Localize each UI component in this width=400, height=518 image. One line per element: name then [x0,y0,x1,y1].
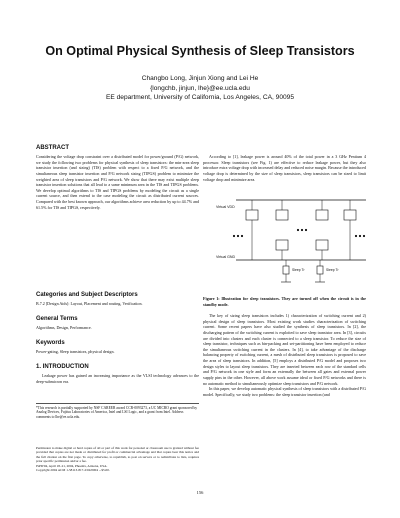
general-terms-text [36,325,199,331]
right-paragraph-1: The key of sizing sleep transistors includes 1) characterization of switching current and 2) physical design of sleep transistors. Most existing work studies characterization of switching current. Some recent papers have also studied the synthesis of sleep transistors. In [2], the discharging pattern of the switching current is exploited to save sleep transistor area. In [3], circuits are divided into clusters and each cluster is connected to a sleep transistor. To reduce the size of sleep transistor, techniques such as bin-packing and set-partitioning have been employed to reduce the simultaneous switching current in the clusters. In [4], to take advantage of the discharge balancing property of switching current, a mesh of distributed sleep transistors is proposed to save the area of sleep transistors. In addition, [5] employs a distributed P/G model and proposes two design styles to layout sleep transistors. They are inserted between each row of the standard cells and P/G network in one style and form an externally the between all gates and external power supply pins in the other. However, all above work assume ideal or fixed P/G networks and there is no automatic method to simultaneously optimize sleep transistors and P/G network. [203,313,366,386]
sleep-label: Sleep Tr [292,268,305,272]
abstract-text [36,154,199,210]
ellipsis-dot [359,235,361,237]
ellipsis-dot [301,229,303,231]
right-column-body [203,313,366,397]
gate-block [246,210,258,220]
ellipsis-dot [233,235,235,237]
introduction-paragraph: Leakage power has gained an increasing importance as the VLSI technology advances to the deep-submicron era. [36,373,199,384]
gate-block [344,210,356,220]
copyright-text: Copyright 2004 ACM 1-58113-817-2/04/0004 ...$5.00. [36,468,110,473]
categories-heading: Categories and Subject Descriptors [36,292,138,298]
permission-text: Permission to make digital or hard copies of all or part of this work for personal or classroom use is granted without fee provided that copies are not made or distributed for profit or commercial advantage and that copies bear this notice and the full citation on the first page. To copy otherwise, to republish, to post on servers or to redistribute to lists, requires prior specific permission and/or a fee. [36,446,199,464]
figure-caption: Figure 1: Illustration for sleep transistors. They are turned off when the circuit is in the standby mode. [203,296,366,307]
funding-footnote: *This research is partially supported by NSF CAREER award CCR-0093273, a UC MICRO grant sponsored by Analog Devices, Fujitsu Laboratories of America, Intel and LSI Logic, and a grant from Intel. Address comments to lhe@ee.ucla.edu. [36,403,199,420]
ellipsis-dot [241,235,243,237]
venue-text: ISPD'04, April 18–21, 2004, Phoenix, Arizona, USA. [36,463,108,468]
gate-block [276,210,288,220]
emails: {longchb, jinjun, lhe}@ee.ucla.edu [150,84,250,92]
right-intro-paragraph: According to [1], leakage power is around 40% of the total power in a 3 GHz Pentium 4 processor. Sleep transistors (see Fig. 1) are effective to reduce leakage power, but they also introduce extra voltage drop with increased delay and reduced noise margin. Because the introduced voltage drop is determined by the size of sleep transistors, sleep transistors can be sized to limit voltage drop and minimize area. [203,154,366,182]
introduction-text [36,373,199,384]
authors: Changbo Long, Jinjun Xiong and Lei He [141,75,259,82]
categories-text [36,301,199,307]
affiliation: EE department, University of California, Los Angeles, CA, 90095 [105,94,295,101]
general-terms-paragraph: Algorithms, Design, Performance. [36,325,92,330]
gate-block [276,240,288,250]
sleep-transistor-figure [216,186,372,288]
general-terms-heading: General Terms [36,316,78,322]
vdd-label: Virtual VDD [216,205,235,209]
sleep-transistor [317,266,323,274]
right-paragraph-2: In this paper, we develop automatic physical synthesis of sleep transistors with a distributed P/G model. Specifically, we study two problems: the sleep transistor insertion (and [203,386,366,397]
keywords-text [36,349,199,355]
gnd-label: Virtual GND [216,255,236,259]
ellipsis-dot [305,229,307,231]
categories-paragraph: B.7.2 [Design Aids]: Layout, Placement and routing, Verification. [36,301,143,306]
gate-block [316,210,328,220]
ellipsis-dot [355,235,357,237]
ellipsis-dot [363,235,365,237]
abstract-heading: ABSTRACT [36,145,69,151]
keywords-paragraph: Power-gating, Sleep transistors, physical design. [36,349,115,354]
abstract-paragraph: Considering the voltage drop constraint over a distributed model for power/ground (P/G) network, we study the following two problems for physical synthesis of sleep transistors: the min-area sleep transistor insertion (and sizing) (TIS) problem with respect to a fixed P/G network, and the simultaneous sleep transistor insertion and P/G network sizing (TIPGS) problem to minimize the weighted area of sleep transistors and P/G network. We show that there may exist multiple sleep transistor insertion solutions that all lead to a same minimum area in the TIS and TIPGS problems. We develop optimal algorithms to TIS and TIPGS problems by modeling the circuit as a single current source, and then extend to the case modeling the circuit as distributed current sources. Compared with the best known approach, our algorithms achieve area reduction by up to 44.7% and 61.5% for TIS and TIPGS, respectively. [36,154,199,210]
ellipsis-dot [237,235,239,237]
permission-block [36,446,199,473]
right-column-top [203,154,366,182]
author-block [0,74,400,103]
page-number: 156 [196,490,204,495]
paper-title: On Optimal Physical Synthesis of Sleep Transistors [45,44,355,58]
ellipsis-dot [297,229,299,231]
introduction-heading: 1. INTRODUCTION [36,364,89,370]
keywords-heading: Keywords [36,340,65,346]
sleep-label: Sleep Tr [326,268,339,272]
sleep-transistor [283,266,289,274]
gate-block [316,240,328,250]
